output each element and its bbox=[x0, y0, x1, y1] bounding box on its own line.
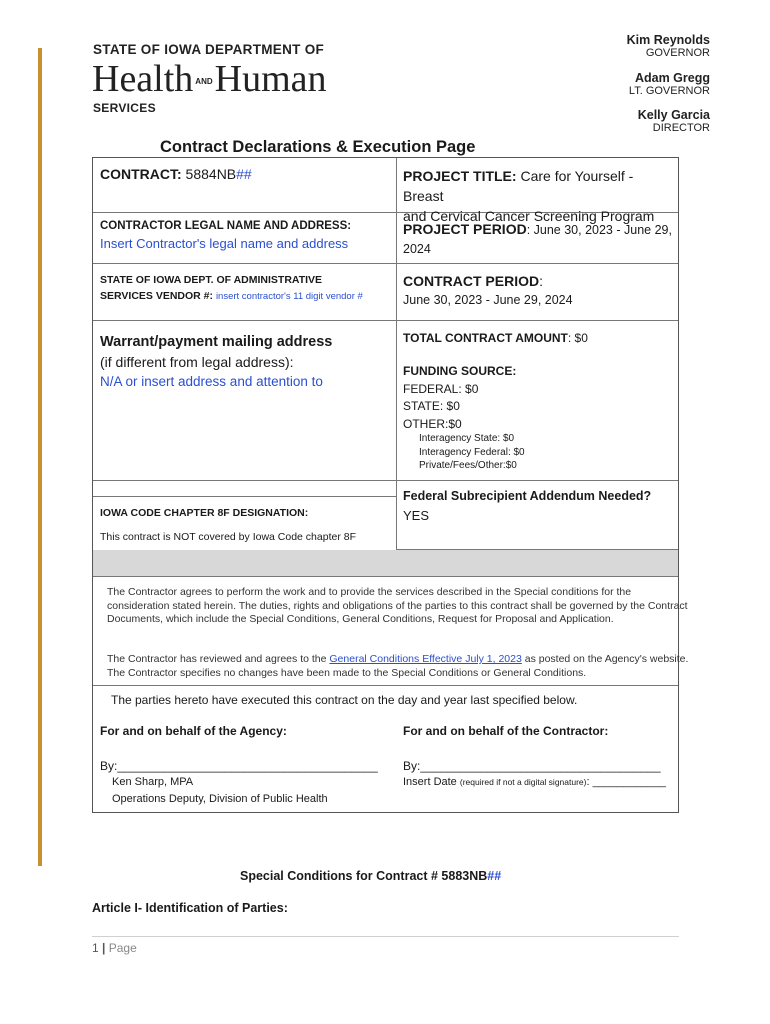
vendor-value: insert contractor's 11 digit vendor # bbox=[215, 291, 363, 302]
warrant-cell bbox=[100, 332, 332, 392]
funding-state: STATE: $0 bbox=[403, 399, 460, 413]
warrant-value: N/A or insert address and attention to bbox=[100, 374, 323, 389]
row-divider bbox=[93, 320, 678, 321]
contract-period-cell bbox=[403, 272, 573, 310]
page-separator: | bbox=[102, 941, 106, 955]
date-line: : ____________ bbox=[586, 776, 667, 788]
official-name: Kim Reynolds bbox=[626, 33, 710, 47]
subrecipient-label: Federal Subrecipient Addendum Needed? bbox=[403, 489, 652, 503]
shaded-separator bbox=[93, 550, 678, 576]
vendor-label1: STATE OF IOWA DEPT. OF ADMINISTRATIVE bbox=[100, 274, 323, 286]
official-governor bbox=[627, 33, 710, 59]
funding-federal: FEDERAL: $0 bbox=[403, 381, 479, 396]
official-title: DIRECTOR bbox=[652, 122, 710, 134]
special-label: Special Conditions for Contract # 5883NB bbox=[240, 869, 488, 883]
special-placeholder: ## bbox=[487, 869, 502, 883]
contractor-value: Insert Contractor's legal name and address bbox=[100, 236, 349, 251]
para2-post: as posted on the Agency's website. The Contractor specifies no changes have been made to the Special Conditions or General Conditions. bbox=[107, 653, 689, 679]
logo-health-human bbox=[92, 58, 327, 103]
total-amount bbox=[403, 331, 588, 345]
general-conditions-link[interactable]: General Conditions Effective July 1, 2023 bbox=[329, 653, 522, 665]
project-period-cell bbox=[403, 220, 675, 259]
funding-other: OTHER:$0 bbox=[403, 416, 462, 431]
article-heading: Article I- Identification of Parties: bbox=[92, 901, 288, 915]
date-note: (required if not a digital signature) bbox=[459, 777, 587, 787]
official-director bbox=[638, 108, 710, 134]
row-divider bbox=[93, 685, 678, 686]
contract-label: CONTRACT: bbox=[100, 166, 182, 182]
row-divider bbox=[93, 576, 678, 577]
official-lt-governor bbox=[629, 71, 710, 97]
agency-heading: For and on behalf of the Agency: bbox=[100, 724, 287, 738]
contract-value: 5884NB bbox=[185, 166, 237, 182]
project-title-cell bbox=[403, 166, 673, 226]
agency-signer-role: Operations Deputy, Division of Public Health bbox=[112, 793, 328, 805]
logo-line1: STATE OF IOWA DEPARTMENT OF bbox=[93, 42, 325, 57]
funding-sub-cell bbox=[419, 432, 525, 473]
funding-private: Private/Fees/Other:$0 bbox=[419, 460, 517, 471]
agency-signature-line[interactable]: By:_______________________________________ bbox=[100, 759, 378, 773]
page-number: 1 bbox=[92, 941, 99, 955]
official-title: LT. GOVERNOR bbox=[628, 85, 710, 97]
total-label: TOTAL CONTRACT AMOUNT bbox=[403, 331, 568, 345]
vendor-label2: SERVICES VENDOR #: bbox=[100, 290, 214, 302]
project-title-value2: and Cervical Cancer Screening Program bbox=[403, 208, 655, 224]
contract-period-label: CONTRACT PERIOD bbox=[403, 273, 540, 289]
parties-statement: The parties hereto have executed this contract on the day and year last specified below. bbox=[111, 693, 578, 707]
logo-human: Human bbox=[214, 58, 327, 100]
project-period-label: PROJECT PERIOD bbox=[403, 221, 527, 237]
contractor-date-field[interactable] bbox=[403, 776, 666, 788]
contractor-label: CONTRACTOR LEGAL NAME AND ADDRESS: bbox=[100, 220, 352, 232]
row-divider bbox=[93, 263, 678, 264]
page-title: Contract Declarations & Execution Page bbox=[160, 138, 476, 156]
logo-health: Health bbox=[92, 58, 194, 100]
official-name: Kelly Garcia bbox=[637, 108, 710, 122]
margin-accent-bar bbox=[38, 48, 42, 866]
official-title: GOVERNOR bbox=[645, 47, 710, 59]
subrecipient-cell bbox=[403, 487, 651, 525]
logo-and: AND bbox=[195, 77, 213, 87]
contractor-heading: For and on behalf of the Contractor: bbox=[403, 724, 609, 738]
warrant-label: Warrant/payment mailing address bbox=[100, 334, 333, 350]
vendor-cell bbox=[100, 272, 363, 305]
footer-divider bbox=[92, 936, 679, 937]
row-divider bbox=[93, 496, 397, 497]
project-title-value1: Care for Yourself - Breast bbox=[403, 168, 634, 204]
official-name: Adam Gregg bbox=[634, 71, 710, 85]
code8f-label: IOWA CODE CHAPTER 8F DESIGNATION: bbox=[100, 507, 309, 519]
special-conditions-heading bbox=[240, 869, 501, 883]
contractor-signature-line[interactable]: By:____________________________________ bbox=[403, 759, 661, 773]
project-title-label: PROJECT TITLE: bbox=[403, 168, 517, 184]
contract-period-value: June 30, 2023 - June 29, 2024 bbox=[403, 293, 573, 307]
project-period-value1: : June 30, 2023 - June 29, bbox=[526, 223, 672, 237]
funding-label: FUNDING SOURCE: bbox=[403, 364, 517, 378]
para2-pre: The Contractor has reviewed and agrees to the bbox=[107, 653, 330, 665]
contract-period-colon: : bbox=[539, 273, 544, 289]
contract-number bbox=[100, 166, 252, 182]
agreement-paragraph: The Contractor agrees to perform the work and to provide the services described in the Special conditions for the consideration stated herein. The duties, rights and obligations of the parties to this contract shall be governed by the Contract Documents, which include the Special Conditions, General Conditions, Request for Proposal and Application. bbox=[107, 586, 688, 625]
funding-cell bbox=[403, 363, 516, 433]
warrant-sub: (if different from legal address): bbox=[100, 354, 294, 370]
contract-placeholder: ## bbox=[236, 166, 252, 182]
row-divider bbox=[93, 480, 678, 481]
code8f-value: This contract is NOT covered by Iowa Code chapter 8F bbox=[100, 531, 356, 543]
total-value: : $0 bbox=[567, 331, 588, 345]
page-label: Page bbox=[108, 941, 137, 955]
funding-inter-federal: Interagency Federal: $0 bbox=[419, 446, 525, 458]
general-conditions-paragraph bbox=[107, 653, 689, 680]
logo-services: SERVICES bbox=[93, 101, 156, 115]
date-label: Insert Date bbox=[403, 776, 460, 788]
funding-inter-state: Interagency State: $0 bbox=[419, 433, 515, 444]
subrecipient-value: YES bbox=[403, 508, 430, 523]
page-footer bbox=[92, 941, 137, 955]
project-period-value2: 2024 bbox=[403, 242, 431, 256]
agency-signer-name: Ken Sharp, MPA bbox=[112, 776, 194, 788]
column-divider bbox=[396, 158, 397, 550]
